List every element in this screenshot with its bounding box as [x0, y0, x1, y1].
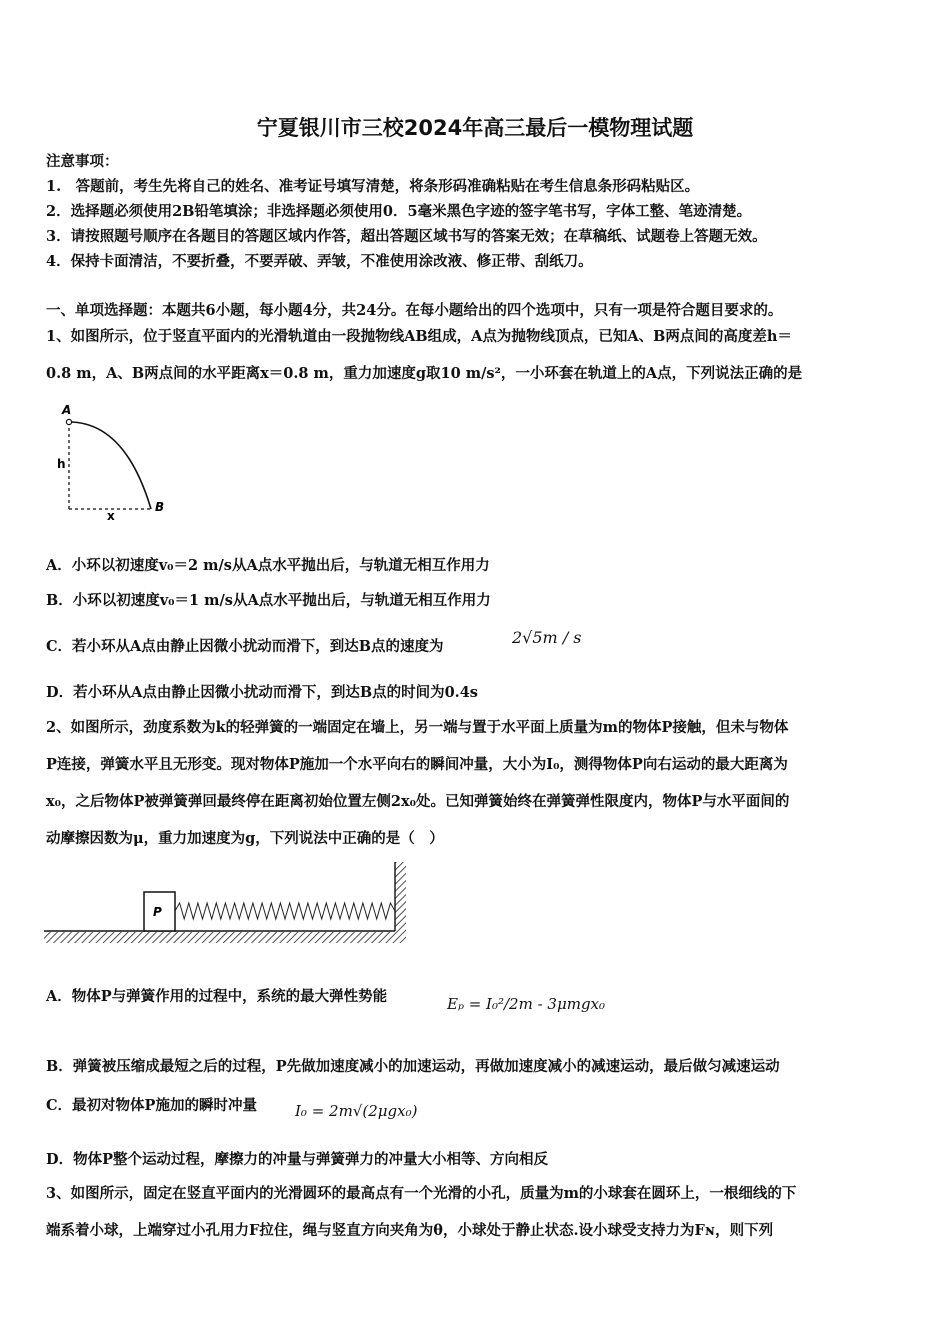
q1-option-a: A．小环以初速度v₀＝2 m/s从A点水平抛出后，与轨道无相互作用力	[46, 557, 490, 574]
q2-stem-line-3: x₀，之后物体P被弹簧弹回最终停在距离初始位置左侧2x₀处。已知弹簧始终在弹簧弹性限度内，物体P与水平面间的	[46, 793, 790, 810]
q1-parabola-track	[69, 422, 151, 509]
q1-ring-point-a	[66, 419, 71, 424]
q2-option-b: B．弹簧被压缩成最短之后的过程，P先做加速度减小的加速运动，再做加速度减小的减速运动，最后做匀减速运动	[46, 1058, 780, 1075]
section-1-heading: 一、单项选择题：本题共6小题，每小题4分，共24分。在每小题给出的四个选项中，只有一项是符合题目要求的。	[46, 302, 783, 319]
q2-wall-hatch	[395, 862, 406, 932]
q2-option-c: C．最初对物体P施加的瞬时冲量	[46, 1097, 257, 1114]
q1-option-c-formula: 2√5m / s	[512, 628, 582, 647]
q3-stem-line-2: 端系着小球，上端穿过小孔用力F拉住，绳与竖直方向夹角为θ，小球处于静止状态.设小球受支持力为Fɴ，则下列	[46, 1222, 774, 1239]
q1-stem-line-1: 1、如图所示，位于竖直平面内的光滑轨道由一段抛物线AB组成，A点为抛物线顶点，已知A、B两点间的高度差h＝	[46, 328, 792, 345]
q1-option-c: C．若小环从A点由静止因微小扰动而滑下，到达B点的速度为	[46, 638, 444, 655]
q1-option-d: D．若小环从A点由静止因微小扰动而滑下，到达B点的时间为0.4s	[46, 684, 478, 701]
q1-label-x: x	[107, 509, 115, 522]
notice-item-3: 3．请按照题号顺序在各题目的答题区域内作答，超出答题区域书写的答案无效；在草稿纸、试题卷上答题无效。	[46, 228, 767, 245]
q2-option-d: D．物体P整个运动过程，摩擦力的冲量与弹簧弹力的冲量大小相等、方向相反	[46, 1151, 548, 1168]
q3-stem-line-1: 3、如图所示，固定在竖直平面内的光滑圆环的最高点有一个光滑的小孔，质量为m的小球套在圆环上，一根细线的下	[46, 1185, 797, 1202]
q1-label-a: A	[62, 403, 72, 417]
q2-spring-coil	[175, 903, 395, 919]
q1-option-b: B．小环以初速度v₀＝1 m/s从A点水平抛出后，与轨道无相互作用力	[46, 592, 491, 609]
q2-stem-line-4: 动摩擦因数为μ，重力加速度为g，下列说法中正确的是（ ）	[46, 830, 444, 847]
q2-block-label: P	[153, 905, 162, 919]
q2-option-c-formula: I₀ = 2m√(2μgx₀)	[295, 1102, 418, 1120]
q1-stem-line-2: 0.8 m，A、B两点间的水平距离x＝0.8 m，重力加速度g取10 m/s²，一小环套在轨道上的A点，下列说法正确的是	[46, 365, 803, 382]
notice-item-4: 4．保持卡面清洁，不要折叠，不要弄破、弄皱，不准使用涂改液、修正带、刮纸刀。	[46, 253, 593, 270]
q1-label-h: h	[57, 457, 66, 471]
q2-spring-figure	[44, 860, 410, 946]
q2-stem-line-1: 2、如图所示，劲度系数为k的轻弹簧的一端固定在墙上，另一端与置于水平面上质量为m的物体P接触，但未与物体	[46, 719, 789, 736]
q2-option-a: A．物体P与弹簧作用的过程中，系统的最大弹性势能	[46, 988, 388, 1005]
notice-item-2: 2．选择题必须使用2B铅笔填涂；非选择题必须使用0．5毫米黑色字迹的签字笔书写，字体工整、笔迹清楚。	[46, 203, 752, 220]
q1-label-b: B	[155, 500, 165, 514]
q1-parabola-figure	[50, 398, 180, 522]
page-title: 宁夏银川市三校2024年高三最后一模物理试题	[256, 116, 694, 140]
notice-item-1: 1. 答题前，考生先将自己的姓名、准考证号填写清楚，将条形码准确粘贴在考生信息条形码粘贴区。	[46, 178, 700, 195]
q2-option-a-formula: Eₚ = I₀²/2m - 3μmgx₀	[447, 995, 606, 1013]
q2-ground-hatch	[44, 932, 406, 943]
q2-stem-line-2: P连接，弹簧水平且无形变。现对物体P施加一个水平向右的瞬间冲量，大小为I₀，测得物体P向右运动的最大距离为	[46, 756, 788, 773]
notice-heading: 注意事项：	[46, 153, 119, 170]
